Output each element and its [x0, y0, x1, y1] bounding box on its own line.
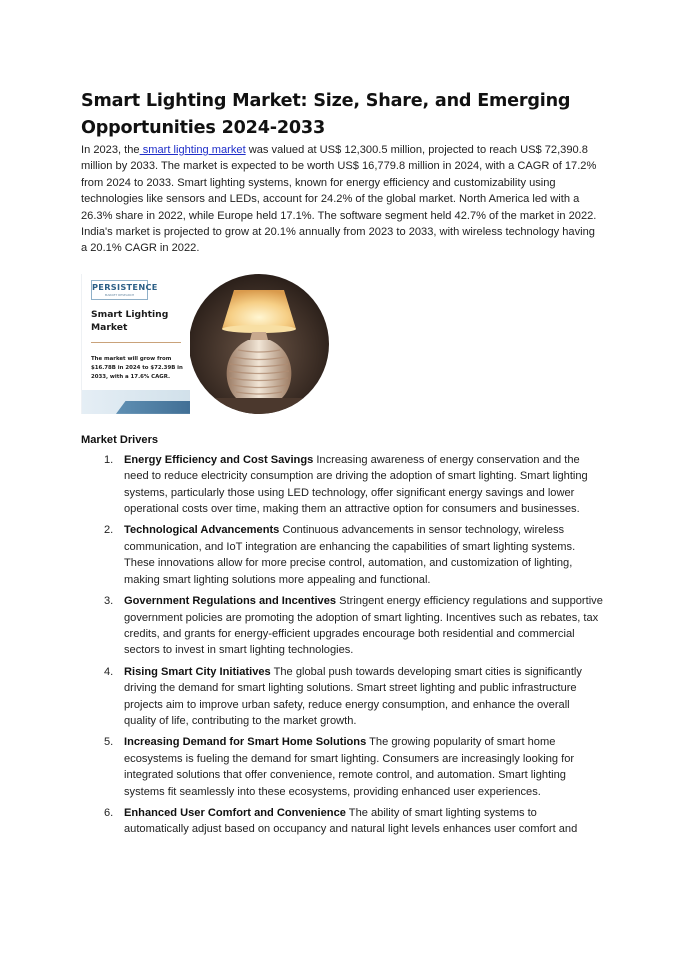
banner-text: The market will grow from $16.78B in 2024 to $72.39B in 2033, with a 17.6% CAGR.	[91, 355, 183, 380]
list-number: 3.	[104, 595, 114, 608]
list-number: 2.	[104, 524, 114, 537]
list-item	[81, 734, 604, 800]
logo-subtext: MARKET RESEARCH	[104, 292, 135, 297]
intro-paragraph	[81, 142, 601, 257]
list-item	[81, 522, 604, 588]
driver-heading: Energy Efficiency and Cost Savings	[124, 453, 314, 466]
list-item	[81, 452, 604, 518]
list-number: 5.	[104, 736, 114, 749]
intro-text-before: In 2023, the	[81, 144, 140, 156]
driver-text: Increasing awareness of energy conservation and the need to reduce electricity consumption are driving the adoption of smart lighting. Smart lighting systems, particularly those using LED technology, offer significant energy savings and lower operational costs over time, making them an attractive option for consumers and businesses.	[124, 453, 588, 516]
driver-text: The global push towards developing smart cities is significantly driving the demand for smart lighting solutions. Smart street lighting and public infrastructure projects aim to improve urban safety, reduce energy consumption, and enhance the overall quality of life, contributing to the market growth.	[124, 665, 582, 727]
banner-title: Smart Lighting Market	[91, 308, 169, 333]
intro-text-after: was valued at US$ 12,300.5 million, projected to reach US$ 72,390.8 million by 2033. The market is expected to be worth US$ 16,779.8 million in 2024, with a CAGR of 17.2% from 2024 to 2033. Smart lighting systems, known for energy efficiency and customizability using technologies like sensors and LEDs, account for 24.2% of the global market. North America led with a 26.3% share in 2022, while Europe held 17.1%. The software segment held 42.7% of the market in 2022. India's market is projected to grow at 20.1% annually from 2023 to 2033, with wireless technology having a 20.1% CAGR in 2022.	[81, 144, 597, 255]
driver-text: The growing popularity of smart home ecosystems is fueling the demand for smart lighting. Consumers are increasingly looking for integrated solutions that offer convenience, remote control, and automation. Smart lighting systems fit seamlessly into these ecosystems, providing enhanced user experiences.	[124, 736, 575, 798]
market-drivers-list	[81, 452, 601, 838]
driver-heading: Rising Smart City Initiatives	[124, 665, 271, 678]
banner-footer-accent	[116, 401, 196, 414]
driver-heading: Increasing Demand for Smart Home Solutions	[124, 736, 367, 749]
list-item	[81, 593, 604, 659]
persistence-logo	[91, 280, 158, 300]
market-drivers-heading: Market Drivers	[81, 433, 159, 446]
lamp-photo-icon	[190, 274, 329, 414]
list-number: 6.	[104, 806, 114, 819]
list-number: 1.	[104, 453, 114, 466]
logo-text: PERSISTENCE	[92, 281, 158, 292]
smart-lighting-market-link[interactable]: smart lighting market	[139, 144, 246, 156]
document-page	[81, 88, 601, 843]
list-item	[81, 805, 604, 838]
list-item	[81, 664, 604, 730]
page-title: Smart Lighting Market: Size, Share, and Emerging Opportunities 2024-2033	[81, 91, 571, 138]
driver-heading: Government Regulations and Incentives	[124, 595, 337, 608]
driver-heading: Enhanced User Comfort and Convenience	[124, 806, 346, 819]
list-number: 4.	[104, 665, 114, 678]
banner-divider	[91, 342, 181, 343]
driver-heading: Technological Advancements	[124, 524, 280, 537]
report-banner-image	[81, 274, 329, 414]
driver-text: Stringent energy efficiency regulations and supportive government policies are promoting the adoption of smart lighting. Incentives such as rebates, tax credits, and grants for energy-efficient upgrades encourage both residential and commercial sectors to invest in smart lighting technologies.	[124, 595, 603, 657]
driver-text: The ability of smart lighting systems to automatically adjust based on occupancy and natural light levels enhances user comfort and	[124, 806, 578, 836]
driver-text: Continuous advancements in sensor technology, wireless communication, and IoT integration are enhancing the capabilities of smart lighting systems. These innovations allow for more precise control, automation, and customization of lighting, making smart lighting solutions more appealing and functional.	[124, 524, 576, 586]
